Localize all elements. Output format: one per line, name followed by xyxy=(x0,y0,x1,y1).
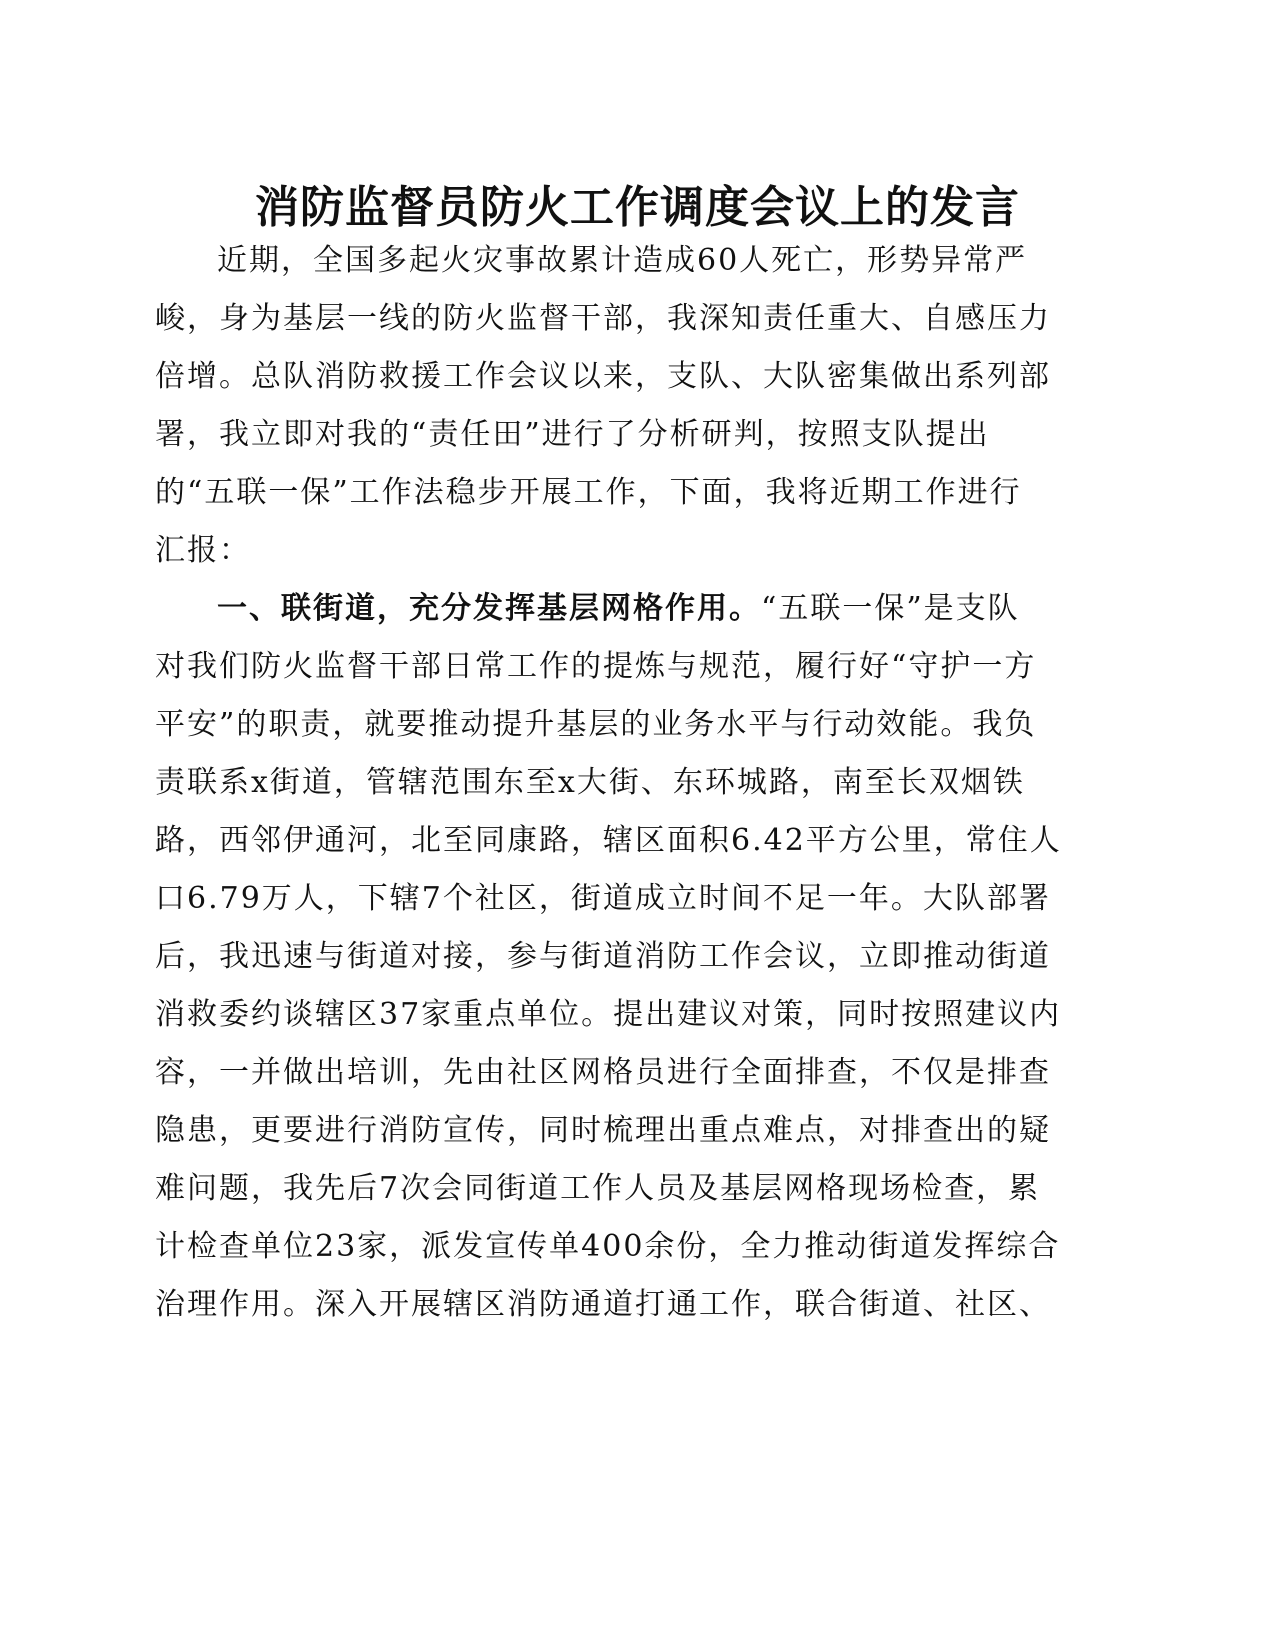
section-line: 路，西邻伊通河，北至同康路，辖区面积6.42平方公里，常住人 xyxy=(155,823,1062,858)
document-body xyxy=(155,232,1085,1334)
paragraph-line: 汇报： xyxy=(155,533,251,568)
section-line: 计检查单位23家，派发宣传单400余份，全力推动街道发挥综合 xyxy=(155,1229,1061,1264)
section-line: 隐患，更要进行消防宣传，同时梳理出重点难点，对排查出的疑 xyxy=(155,1113,1051,1148)
paragraph-line: 近期，全国多起火灾事故累计造成60人死亡，形势异常严 xyxy=(217,243,1028,278)
section-first-line xyxy=(155,580,1085,638)
document-title: 消防监督员防火工作调度会议上的发言 xyxy=(255,182,1020,233)
section-line: 责联系x街道，管辖范围东至x大街、东环城路，南至长双烟铁 xyxy=(155,765,1025,800)
section-line: 对我们防火监督干部日常工作的提炼与规范，履行好“守护一方 xyxy=(155,649,1037,684)
section-line: 难问题，我先后7次会同街道工作人员及基层网格现场检查，累 xyxy=(155,1171,1041,1206)
paragraph-line: 的“五联一保”工作法稳步开展工作，下面，我将近期工作进行 xyxy=(155,475,1022,510)
paragraph-line: 倍增。总队消防救援工作会议以来，支队、大队密集做出系列部 xyxy=(155,359,1051,394)
section-line: 后，我迅速与街道对接，参与街道消防工作会议，立即推动街道 xyxy=(155,939,1051,974)
section-line: 容，一并做出培训，先由社区网格员进行全面排查，不仅是排查 xyxy=(155,1055,1051,1090)
section-line: 消救委约谈辖区37家重点单位。提出建议对策，同时按照建议内 xyxy=(155,997,1062,1032)
paragraph-line: 署，我立即对我的“责任田”进行了分析研判，按照支队提出 xyxy=(155,417,990,452)
section-line: 口6.79万人，下辖7个社区，街道成立时间不足一年。大队部署 xyxy=(155,881,1051,916)
paragraph-line: 峻，身为基层一线的防火监督干部，我深知责任重大、自感压力 xyxy=(155,301,1051,336)
section-heading: 一、联街道，充分发挥基层网格作用。 xyxy=(217,591,761,626)
section-line: 治理作用。深入开展辖区消防通道打通工作，联合街道、社区、 xyxy=(155,1287,1051,1322)
section-first-line-text: “五联一保”是支队 xyxy=(761,591,1020,626)
section-line: 平安”的职责，就要推动提升基层的业务水平与行动效能。我负 xyxy=(155,707,1037,742)
